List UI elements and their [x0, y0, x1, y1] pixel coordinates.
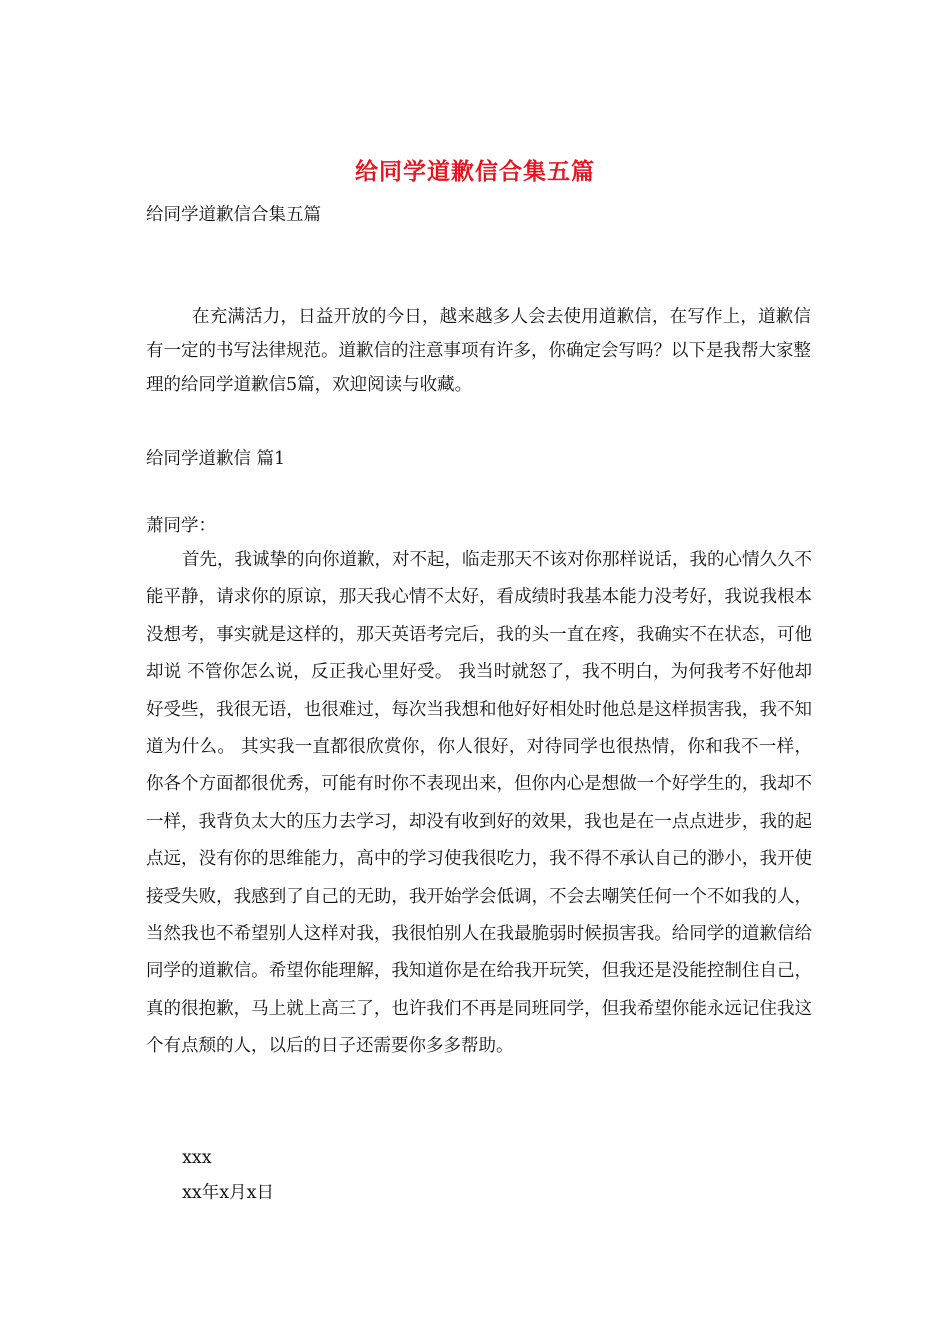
letter-date: xx年x月x日 — [182, 1183, 274, 1203]
letter-salutation: 萧同学： — [146, 516, 216, 536]
letter-signature: xxx — [182, 1148, 212, 1168]
document-title: 给同学道歉信合集五篇 — [355, 158, 595, 185]
section-heading: 给同学道歉信 篇1 — [146, 449, 286, 469]
intro-paragraph: 在充满活力，日益开放的今日，越来越多人会去使用道歉信，在写作上，道歉信有一定的书写法律规范。道歉信的注意事项有许多，你确定会写吗？以下是我帮大家整理的给同学道歉信5篇，欢迎阅读与收藏。 — [146, 307, 811, 395]
letter-body: 首先，我诚挚的向你道歉，对不起，临走那天不该对你那样说话，我的心情久久不能平静，请求你的原谅，那天我心情不太好，看成绩时我基本能力没考好，我说我根本没想考，事实就是这样的，那天英语考完后，我的头一直在疼，我确实不在状态，可他却说 不管你怎么说，反正我心里好受。 我当时就怒了，我不明白，为何我考不好他却好受些，我很无语，也很难过，每次当我想和他好好相处时他总是这样损害我，我不知道为什么。 其实我一直都很欣赏你，你人很好，对待同学也很热情，你和我不一样，你各个方面都很优秀，可能有时你不表现出来，但你内心是想做一个好学生的，我却不一样，我背负太大的压力去学习，却没有收到好的效果，我也是在一点点进步，我的起点远，没有你的思维能力，高中的学习使我很吃力，我不得不承认自己的渺小，我开使接受失败，我感到了自己的无助，我开始学会低调，不会去嘲笑任何一个不如我的人，当然我也不希望别人这样对我，我很怕别人在我最脆弱时候损害我。给同学的道歉信给同学的道歉信。希望你能理解，我知道你是在给我开玩笑，但我还是没能控制住自己，真的很抱歉，马上就上高三了，也许我们不再是同班同学，但我希望你能永远记住我这个有点颓的人，以后的日子还需要你多多帮助。 — [146, 550, 812, 1057]
document-subtitle: 给同学道歉信合集五篇 — [146, 205, 321, 225]
